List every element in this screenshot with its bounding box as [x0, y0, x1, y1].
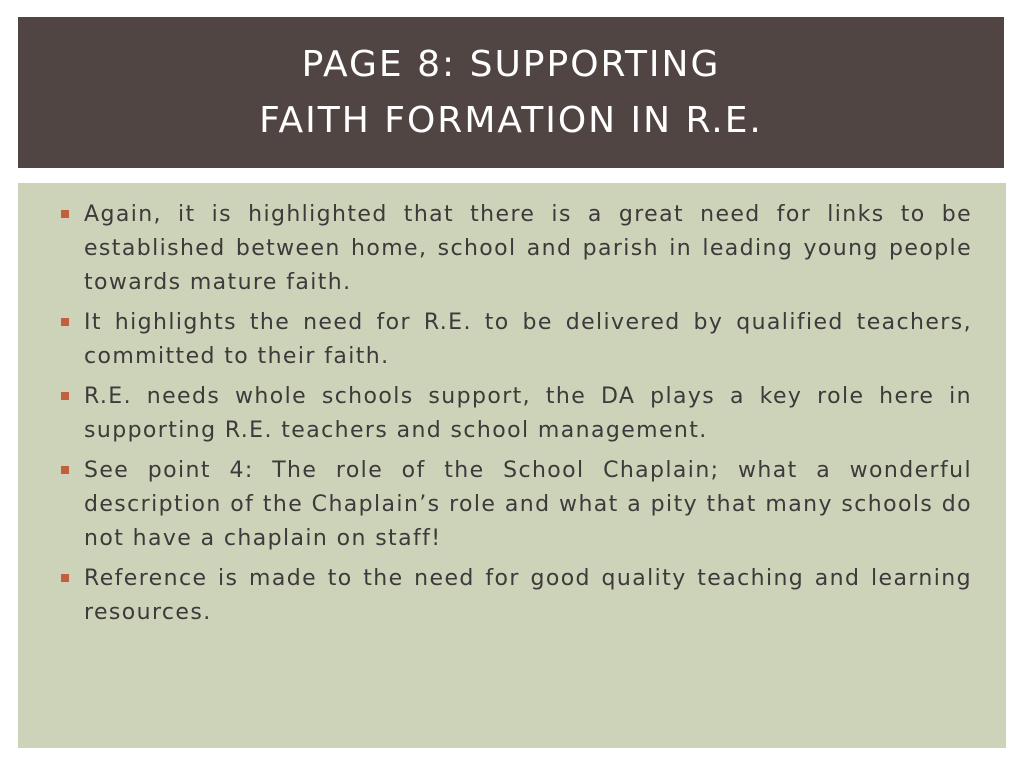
- slide-title-line-1: PAGE 8: SUPPORTING: [301, 43, 721, 85]
- square-bullet-icon: [61, 392, 69, 400]
- bullet-item: [56, 380, 972, 448]
- square-bullet-icon: [61, 574, 69, 582]
- square-bullet-icon: [61, 466, 69, 474]
- bullet-item: [56, 198, 972, 300]
- bullet-item: [56, 306, 972, 374]
- title-bar: [18, 17, 1004, 168]
- bullet-text: Reference is made to the need for good quality teaching and learning resources.: [84, 566, 972, 625]
- bullet-list: [56, 198, 972, 636]
- bullet-text: Again, it is highlighted that there is a great need for links to be established between home, school and parish in leading young people towards mature faith.: [84, 202, 972, 295]
- square-bullet-icon: [61, 210, 69, 218]
- bullet-item: [56, 562, 972, 630]
- bullet-item: [56, 454, 972, 556]
- bullet-text: See point 4: The role of the School Chaplain; what a wonderful description of the Chaplain’s role and what a pity that many schools do not have a chaplain on staff!: [84, 458, 972, 551]
- slide-title-line-2: FAITH FORMATION IN R.E.: [259, 99, 763, 141]
- bullet-text: R.E. needs whole schools support, the DA plays a key role here in supporting R.E. teachers and school management.: [84, 384, 972, 443]
- bullet-text: It highlights the need for R.E. to be delivered by qualified teachers, committed to their faith.: [84, 310, 972, 369]
- square-bullet-icon: [61, 318, 69, 326]
